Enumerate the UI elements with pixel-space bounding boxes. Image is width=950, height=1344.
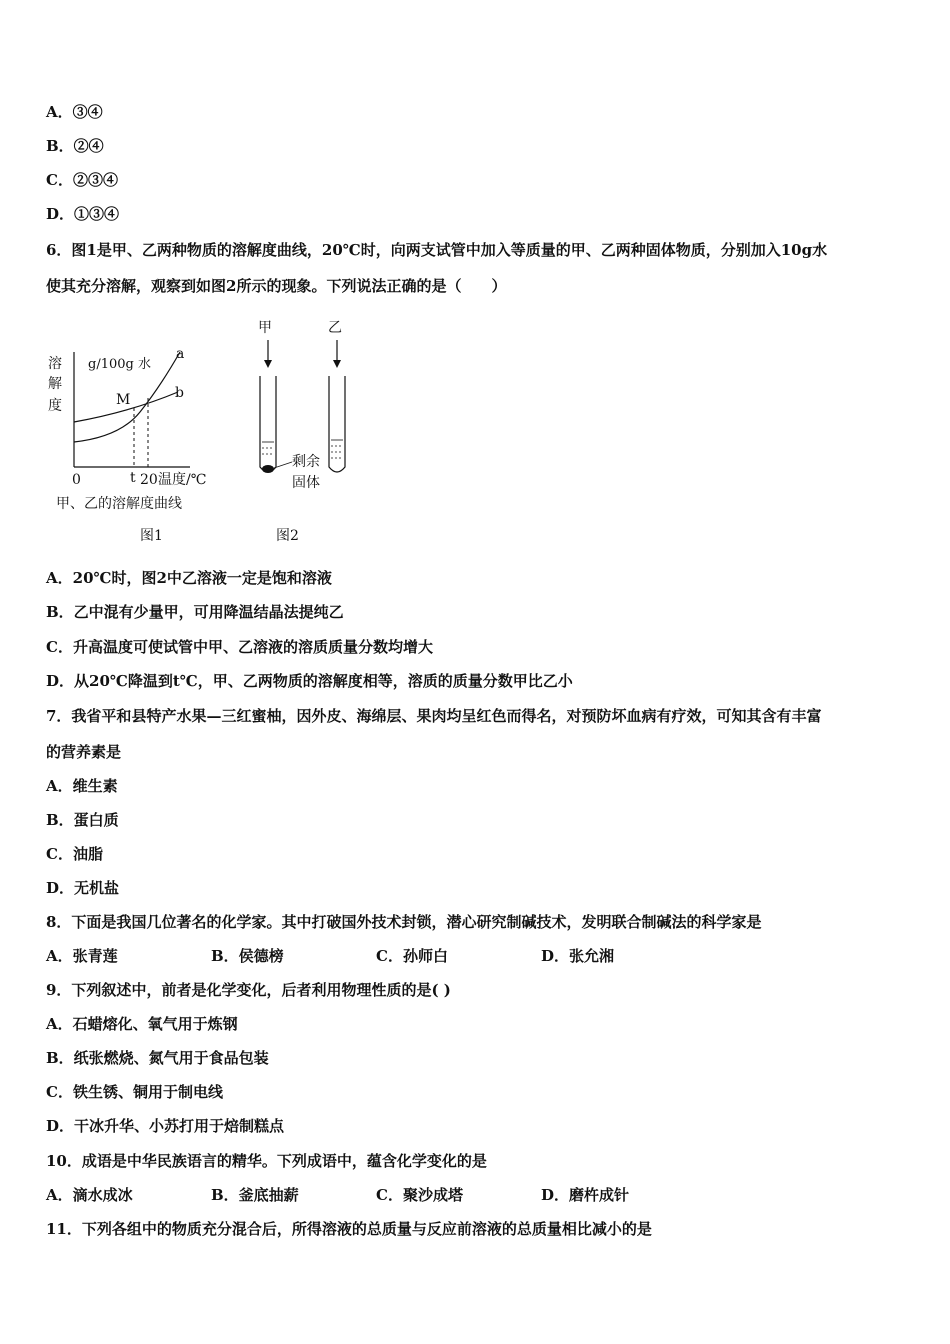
residue-label-1: 剩余 [292, 454, 320, 470]
curve-a-label: a [176, 346, 185, 362]
residue-label-2: 固体 [292, 475, 320, 491]
q7-stem-line1: 7．我省平和县特产水果—三红蜜柚，因外皮、海绵层、果肉均呈红色而得名，对预防坏血病有疗效，可知其含有丰富 [46, 707, 822, 725]
q10-options [46, 1185, 629, 1205]
figure1-name: 图1 [140, 528, 163, 544]
q9-option-c: C．铁生锈、铜用于制电线 [46, 1083, 223, 1101]
q6-figure-svg [40, 312, 370, 552]
q10-option-c: C．聚沙成塔 [376, 1186, 463, 1204]
q7-option-b: B．蛋白质 [46, 811, 119, 829]
q9-option-b: B．纸张燃烧、氮气用于食品包装 [46, 1049, 269, 1067]
figure1-caption: 甲、乙的溶解度曲线 [56, 496, 182, 512]
y-unit: g/100g 水 [88, 357, 151, 372]
y-label-2: 解 [48, 376, 62, 392]
q6-stem-line2: 使其充分溶解，观察到如图2所示的现象。下列说法正确的是（ ） [46, 277, 507, 295]
q11-stem: 11．下列各组中的物质充分混合后，所得溶液的总质量与反应前溶液的总质量相比减小的是 [46, 1220, 652, 1238]
q8-stem: 8．下面是我国几位著名的化学家。其中打破国外技术封锁，潜心研究制碱技术，发明联合制碱法的科学家是 [46, 913, 762, 931]
q7-option-a: A．维生素 [46, 777, 118, 795]
figure2-name: 图2 [276, 528, 299, 544]
q9-stem: 9．下列叙述中，前者是化学变化，后者利用物理性质的是( ) [46, 981, 451, 999]
point-m-label: M [116, 392, 131, 408]
q6-option-a: A．20℃时，图2中乙溶液一定是饱和溶液 [46, 569, 332, 587]
q5-option-a: A．③④ [46, 103, 103, 121]
q10-option-d: D．磨杵成针 [541, 1186, 630, 1204]
y-label-1: 溶 [48, 356, 62, 372]
q8-option-d: D．张允湘 [541, 947, 615, 965]
q8-option-c: C．孙师白 [376, 947, 448, 965]
q5-option-d: D．①③④ [46, 205, 120, 223]
q5-option-c: C．②③④ [46, 171, 118, 189]
q7-option-d: D．无机盐 [46, 879, 120, 897]
q7-stem-line2: 的营养素是 [46, 743, 122, 761]
q8-options [46, 946, 614, 966]
q6-stem-line1: 6．图1是甲、乙两种物质的溶解度曲线，20℃时，向两支试管中加入等质量的甲、乙两种固体物质，分别加入10g水 [46, 241, 828, 259]
q7-option-c: C．油脂 [46, 845, 103, 863]
q6-option-b: B．乙中混有少量甲，可用降温结晶法提纯乙 [46, 603, 344, 621]
tube-a-residue [262, 465, 274, 473]
curve-b-label: b [175, 385, 184, 401]
tube-b-label: 乙 [328, 320, 342, 336]
q8-option-a: A．张青莲 [46, 947, 118, 965]
residue-pointer [274, 462, 292, 468]
q9-option-d: D．干冰升华、小苏打用于焙制糕点 [46, 1117, 285, 1135]
tube-a [260, 376, 276, 472]
q10-stem: 10．成语是中华民族语言的精华。下列成语中，蕴含化学变化的是 [46, 1152, 487, 1170]
solubility-chart [48, 346, 206, 544]
q9-option-a: A．石蜡熔化、氧气用于炼钢 [46, 1015, 238, 1033]
q5-option-b: B．②④ [46, 137, 104, 155]
q6-option-c: C．升高温度可使试管中甲、乙溶液的溶质质量分数均增大 [46, 638, 433, 656]
x-axis-label: 温度/℃ [158, 472, 207, 488]
y-label-3: 度 [48, 398, 62, 414]
q8-option-b: B．侯德榜 [211, 947, 284, 965]
q6-figure [40, 312, 370, 552]
test-tubes [258, 320, 345, 544]
origin-label: 0 [72, 472, 81, 488]
tube-a-arrow-head [264, 360, 272, 368]
x-tick-t: t [130, 470, 136, 486]
tube-a-label: 甲 [258, 320, 272, 336]
tube-b-arrow-head [333, 360, 341, 368]
q10-option-b: B．釜底抽薪 [211, 1186, 299, 1204]
x-tick-20: 20 [140, 472, 158, 488]
q10-option-a: A．滴水成冰 [46, 1186, 133, 1204]
q6-option-d: D．从20℃降温到t℃，甲、乙两物质的溶解度相等，溶质的质量分数甲比乙小 [46, 672, 573, 690]
